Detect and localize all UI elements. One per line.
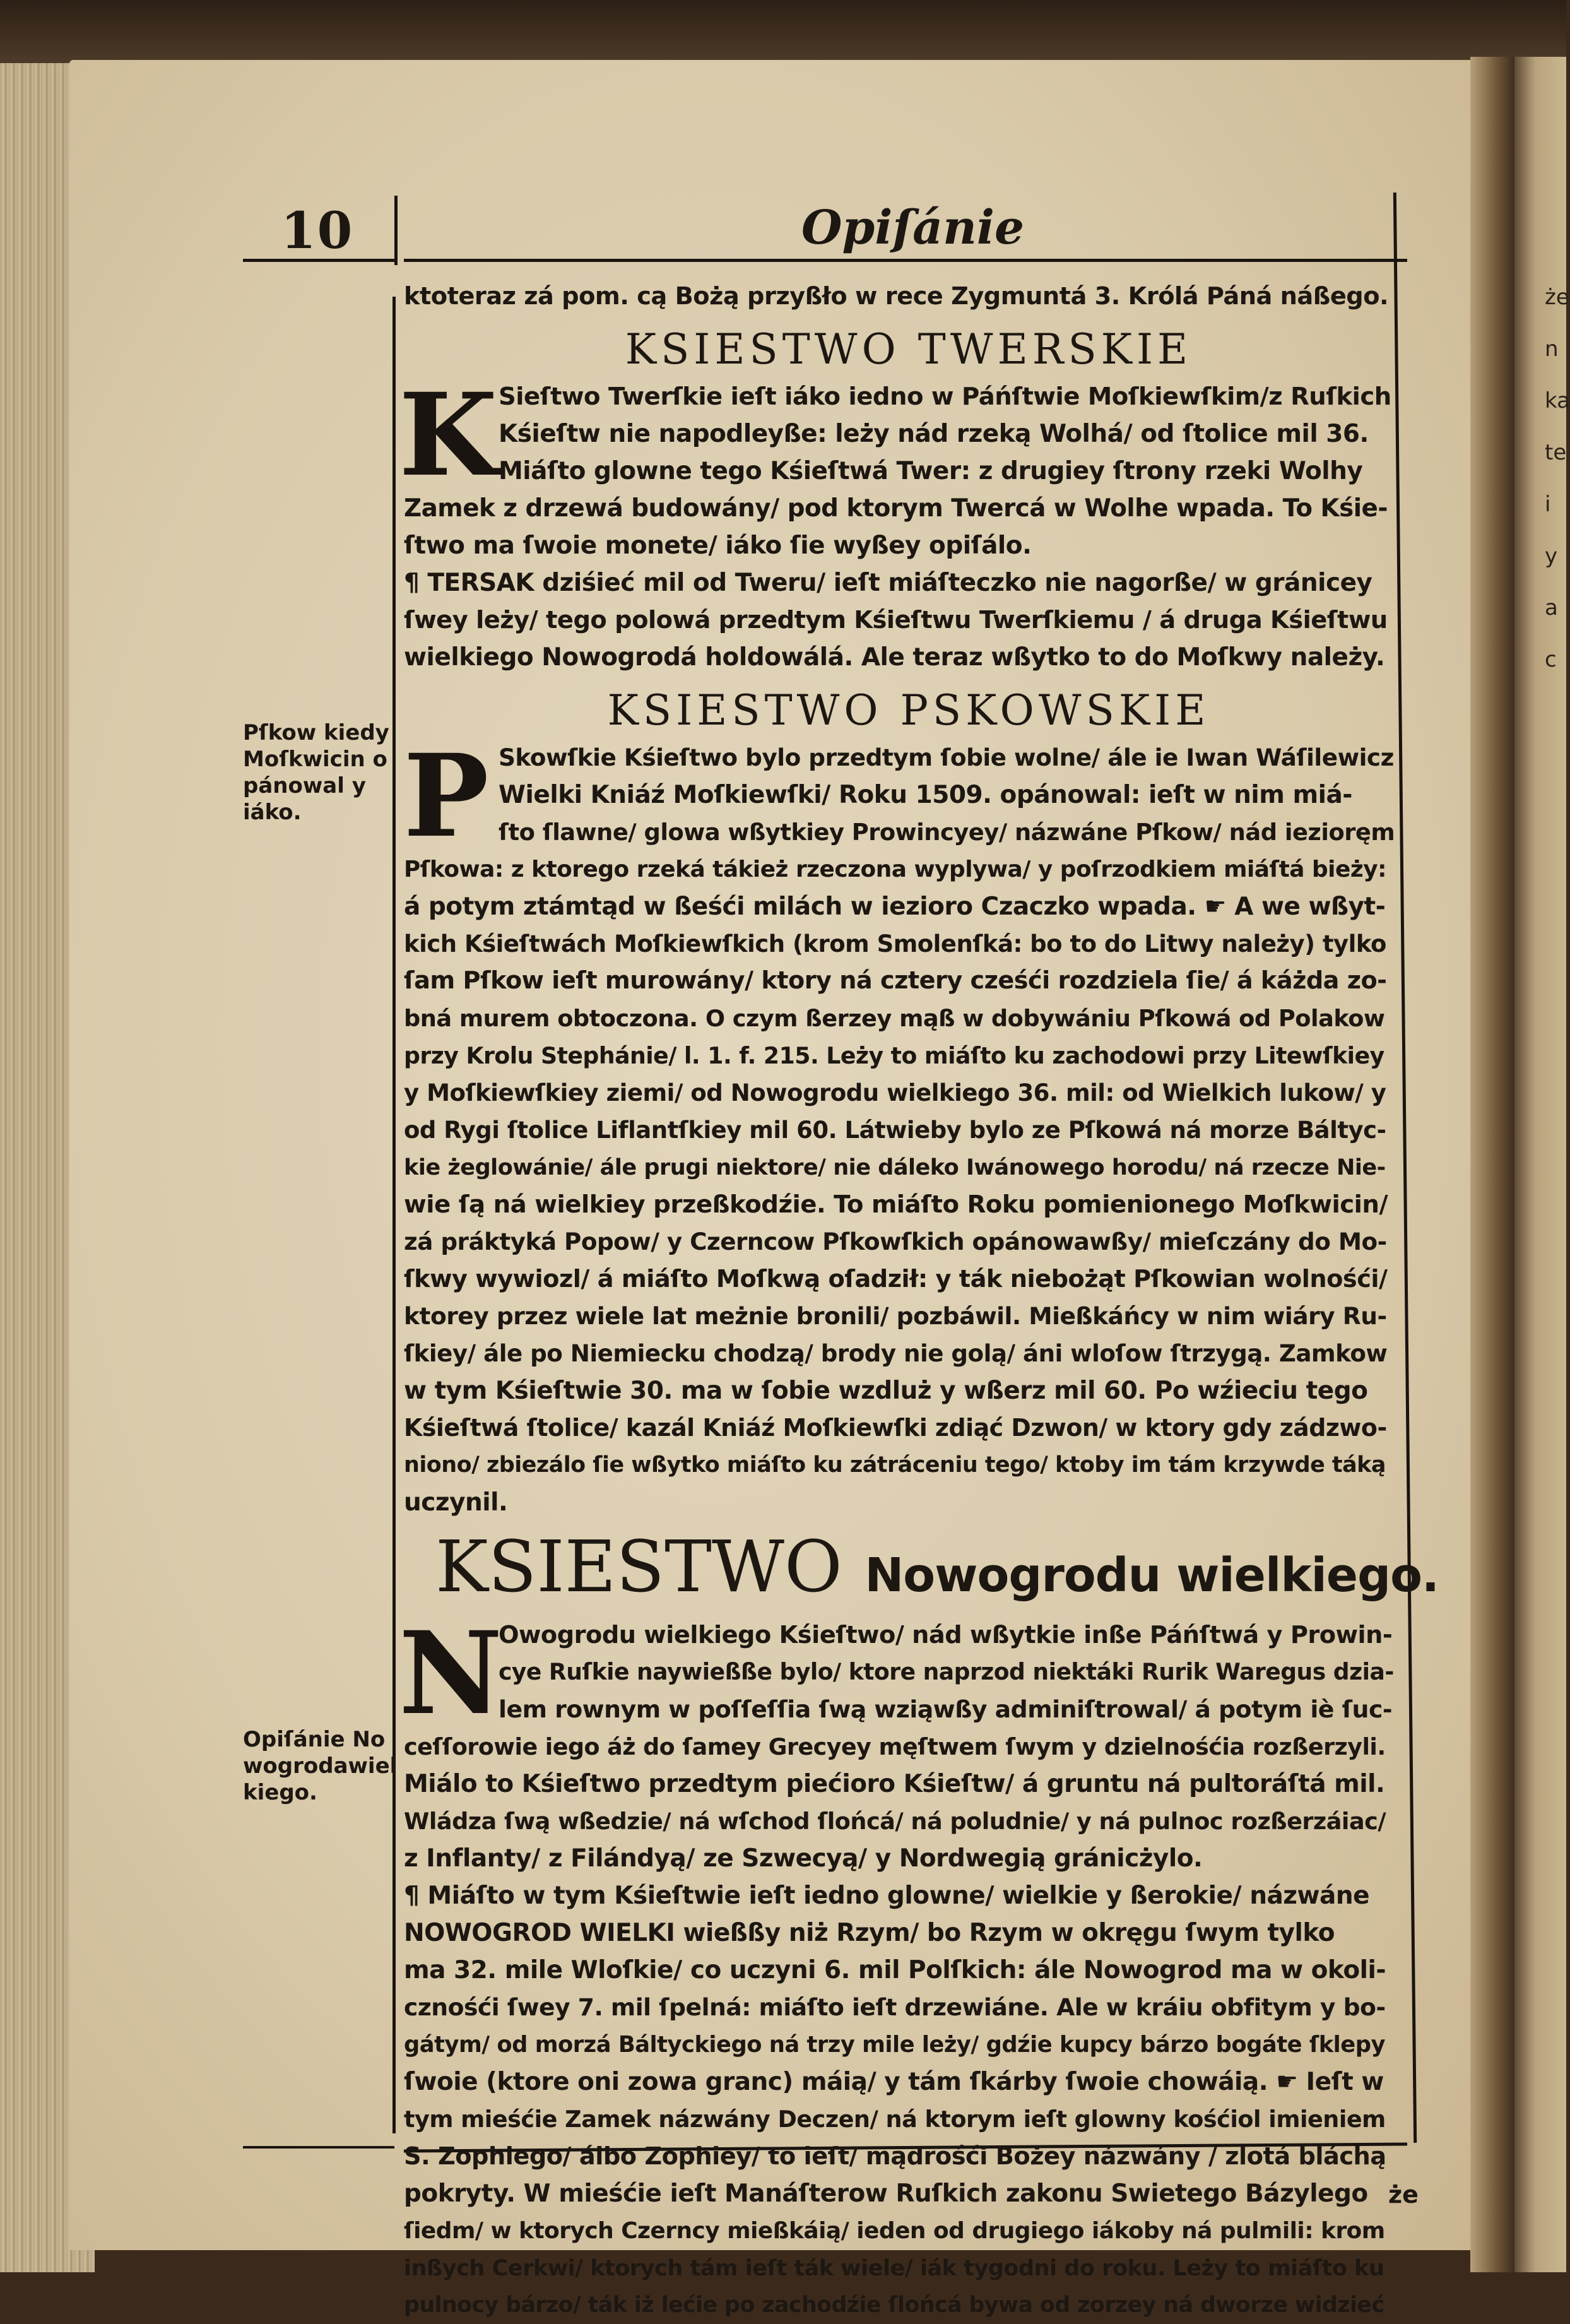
- text-line: wie ſą ná wielkiey przeßkodźie. To miáſto Roku pomienionego Moſkwicin/: [404, 1190, 1388, 1219]
- text-line: przy Krolu Stephánie/ l. 1. f. 215. Leży to miáſto ku zachodowi przy Litewſkiey: [404, 1042, 1384, 1069]
- section-heading-nowogrod: [435, 1526, 1439, 1616]
- text-line: ſwoie (ktore oni zowa granc) máią/ y tám ſkárby ſwoie chowáią. ☛ Ieſt w: [404, 2068, 1384, 2096]
- drop-cap-n: N: [399, 1607, 503, 1740]
- text-line: Miálo to Kśieſtwo przedtym piećioro Kśieſtw/ á gruntu ná pultoráſtá mil.: [404, 1770, 1385, 1798]
- text-line: Zamek z drzewá budowány/ pod ktorym Twercá w Wolhe wpada. To Kśie-: [404, 494, 1388, 523]
- text-line: Wielki Kniáź Moſkiewſki/ Roku 1509. opánowal: ieſt w nim miá-: [499, 781, 1352, 809]
- text-line: Kśieſtw nie napodleyße: leży nád rzeką Wolhá/ od ſtolice mil 36.: [499, 420, 1369, 448]
- text-line: Pſkowa: z ktorego rzeká tákież rzeczona wyplywa/ y poſrzodkiem miáſtá bieży:: [404, 857, 1386, 882]
- facing-page-fragment: ka: [1545, 388, 1570, 413]
- book-gutter: [1470, 57, 1514, 2272]
- text-line: bná murem obtoczona. O czym ßerzey mąß w dobywániu Pſkowá od Polakow: [404, 1005, 1385, 1032]
- intro-line: ktoteraz zá pom. cą Bożą przyßło w rece Zygmuntá 3. Królá Páná náßego.: [404, 282, 1389, 311]
- text-line: ſtwo ma ſwoie monete/ iáko ſie wyßey opiſálo.: [404, 531, 1032, 560]
- text-line: lem rownym w poſſeſſia ſwą wziąwßy adminiſtrowal/ á potym iè ſuc-: [499, 1695, 1393, 1723]
- text-line: ma 32. mile Wloſkie/ co uczyni 6. mil Polſkich: ále Nowogrod ma w okoli-: [404, 1956, 1386, 1984]
- text-line: Skowſkie Kśieſtwo bylo przedtym ſobie wolne/ ále ie Iwan Wáſilewicz: [499, 744, 1394, 771]
- facing-page-fragment: y: [1545, 543, 1558, 569]
- drop-cap-k: K: [399, 369, 498, 502]
- text-line: y Moſkiewſkiey ziemi/ od Nowogrodu wielkiego 36. mil: od Wielkich lukow/ y: [404, 1079, 1386, 1106]
- text-line: cye Ruſkie naywießße bylo/ ktore naprzod niektáki Rurik Waregus dzia-: [499, 1659, 1394, 1685]
- text-line: zá práktyká Popow/ y Czerncow Pſkowſkich opánowawßy/ mieſczány do Mo-: [404, 1228, 1387, 1255]
- facing-page-fragment: i: [1545, 492, 1551, 517]
- paragraph-pskow: [403, 730, 1414, 1521]
- paragraph-nowogrod: [399, 1607, 1414, 2324]
- column-divider-top: [392, 297, 396, 650]
- main-text-column: [399, 278, 1439, 2324]
- text-line: ſto ſlawne/ glowa wßytkiey Prowincyey/ názwáne Pſkow/ nád iezioręm: [499, 819, 1395, 846]
- catchword: że: [1388, 2181, 1419, 2208]
- section-heading-pskow: KSIESTWO PSKOWSKIE: [607, 686, 1210, 735]
- text-line: ktorey przez wiele lat meżnie bronili/ pozbáwil. Mießkáńcy w nim wiáry Ru-: [404, 1302, 1387, 1330]
- header-left-vertical: [394, 196, 398, 265]
- text-line: w tym Kśieſtwie 30. ma w ſobie wzdluż y wßerz mil 60. Po wźieciu tego: [404, 1377, 1368, 1405]
- facing-page-fragment: c: [1545, 647, 1557, 672]
- facing-page-fragment: że: [1545, 285, 1569, 310]
- text-line: ¶ Miáſto w tym Kśieſtwie ieſt iedno glowne/ wielkie y ßerokie/ názwáne: [404, 1882, 1370, 1910]
- text-line: niono/ zbiezálo ſie wßytko miáſto ku zátráceniu tego/ ktoby im tám krzywde táką: [404, 1452, 1386, 1478]
- text-line: pokryty. W mieśćie ieſt Manáſterow Ruſkich zakonu Swietego Bázylego: [404, 2179, 1368, 2208]
- text-line: NOWOGROD WIELKI wießßy niż Rzym/ bo Rzym w okręgu ſwym tylko: [404, 1919, 1335, 1947]
- text-line: z Inflanty/ z Filándyą/ ze Szwecyą/ y Nordwegią gránicżylo.: [404, 1844, 1203, 1873]
- marginal-note-nowogrod: Opiſánie No wogrodawiel kiego.: [243, 1727, 398, 1805]
- bottom-rule-left: [243, 2146, 394, 2149]
- marginal-note-pskow: Pſkow kiedy Moſkwicin o pánowal y iáko.: [243, 720, 389, 825]
- page-number: 10: [281, 201, 354, 260]
- drop-cap-p: P: [403, 730, 489, 863]
- text-line: inßych Cerkwi/ ktorych tám ieſt ták wiele/ iák tygodni do roku. Leży to miáſto ku: [404, 2255, 1384, 2281]
- paragraph-twer: [399, 369, 1414, 676]
- text-line: cznośći ſwey 7. mil ſpelná: miáſto ieſt drzewiáne. Ale w kráiu obfitym y bo-: [404, 1993, 1386, 2021]
- text-line: od Rygi ſtolice Liflantſkiey mil 60. Látwieby bylo ze Pſkowá ná morze Báltyc-: [404, 1117, 1386, 1144]
- facing-page-fragment: te: [1545, 440, 1567, 465]
- text-line: Miáſto glowne tego Kśieſtwá Twer: z drugiey ſtrony rzeki Wolhy: [499, 457, 1363, 485]
- text-line: Owogrodu wielkiego Kśieſtwo/ nád wßytkie inße Páńſtwá y Prowin-: [499, 1621, 1393, 1649]
- text-line: Wládza ſwą wßedzie/ ná wſchod ſlońcá/ ná poludnie/ y ná pulnoc rozßerzáiac/: [404, 1808, 1386, 1835]
- text-line: ¶ TERSAK dziśieć mil od Tweru/ ieſt miáſteczko nie nagorße/ w gránicey: [404, 569, 1372, 597]
- text-line: Sieſtwo Twerſkie ieſt iáko iedno w Páńſtwie Moſkiewſkim/z Ruſkich: [499, 382, 1391, 411]
- column-divider: [392, 631, 396, 2133]
- heading-nowogrodu-wielkiego: Nowogrodu wielkiego.: [865, 1548, 1439, 1603]
- text-line: uczynil.: [404, 1488, 508, 1517]
- text-line: ceſſorowie iego áż do ſamey Grecyey męſtwem ſwym y dzielnośćia rozßerzyli.: [404, 1733, 1386, 1760]
- text-line: ſwey leży/ tego polowá przedtym Kśieſtwu Twerſkiemu / á druga Kśieſtwu: [404, 606, 1388, 634]
- text-line: ſiedm/ w ktorych Czerncy mießkáią/ ieden od drugiego iákoby ná pulmili: krom: [404, 2218, 1385, 2244]
- text-line: Kśieſtwá ſtolice/ kazál Kniáź Moſkiewſki zdiąć Dzwon/ w ktory gdy zádzwo-: [404, 1414, 1387, 1442]
- text-line: ſkiey/ ále po Niemiecku chodzą/ brody nie golą/ áni wloſow ſtrzygą. Zamkow: [404, 1339, 1388, 1367]
- text-line: ſkwy wywiozl/ á miáſto Moſkwą oſadził: y ták niebożąt Pſkowian wolnośći/: [404, 1265, 1388, 1293]
- text-line: kich Kśieſtwách Moſkiewſkich (krom Smolenſká: bo to do Litwy należy) tylko: [404, 930, 1386, 957]
- header-rule-right: [404, 259, 1407, 262]
- text-line: pulnocy bárzo/ ták iż lećie po zachodźie ſlońcá bywa od zorzey ná dworze widzieć: [404, 2292, 1384, 2318]
- text-line: á potym ztámtąd w ßeśći milách w iezioro Czaczko wpada. ☛ A we wßyt-: [404, 892, 1386, 921]
- text-line: kie żeglowánie/ ále prugi niektore/ nie dáleko Iwánowego horodu/ ná rzecze Nie-: [404, 1154, 1386, 1180]
- facing-page-text: [1545, 271, 1570, 685]
- text-line: wielkiego Nowogrodá holdowálá. Ale teraz wßytko to do Moſkwy należy.: [404, 643, 1385, 672]
- heading-ksiestwo: KSIESTWO: [435, 1526, 842, 1608]
- text-line: tym mieśćie Zamek názwány Deczen/ ná ktorym ieſt glowny kośćiol imieniem: [404, 2106, 1386, 2133]
- running-title: Opiſánie: [801, 201, 1025, 255]
- section-heading-twer: KSIESTWO TWERSKIE: [625, 325, 1193, 374]
- text-line: ſam Pſkow ieſt murowány/ ktory ná cztery cześći rozdziela ſie/ á káżda zo-: [404, 967, 1387, 995]
- facing-page-fragment: a: [1545, 595, 1558, 620]
- text-line: S. Zophiego/ álbo Zophiey/ to ieſt/ mądrośći Bożey názwány / zlotá bláchą: [404, 2142, 1386, 2171]
- text-line: gátym/ od morzá Báltyckiego ná trzy mile leży/ gdźie kupcy bárzo bogáte ſklepy: [404, 2032, 1385, 2058]
- facing-page-fragment: n: [1545, 336, 1559, 362]
